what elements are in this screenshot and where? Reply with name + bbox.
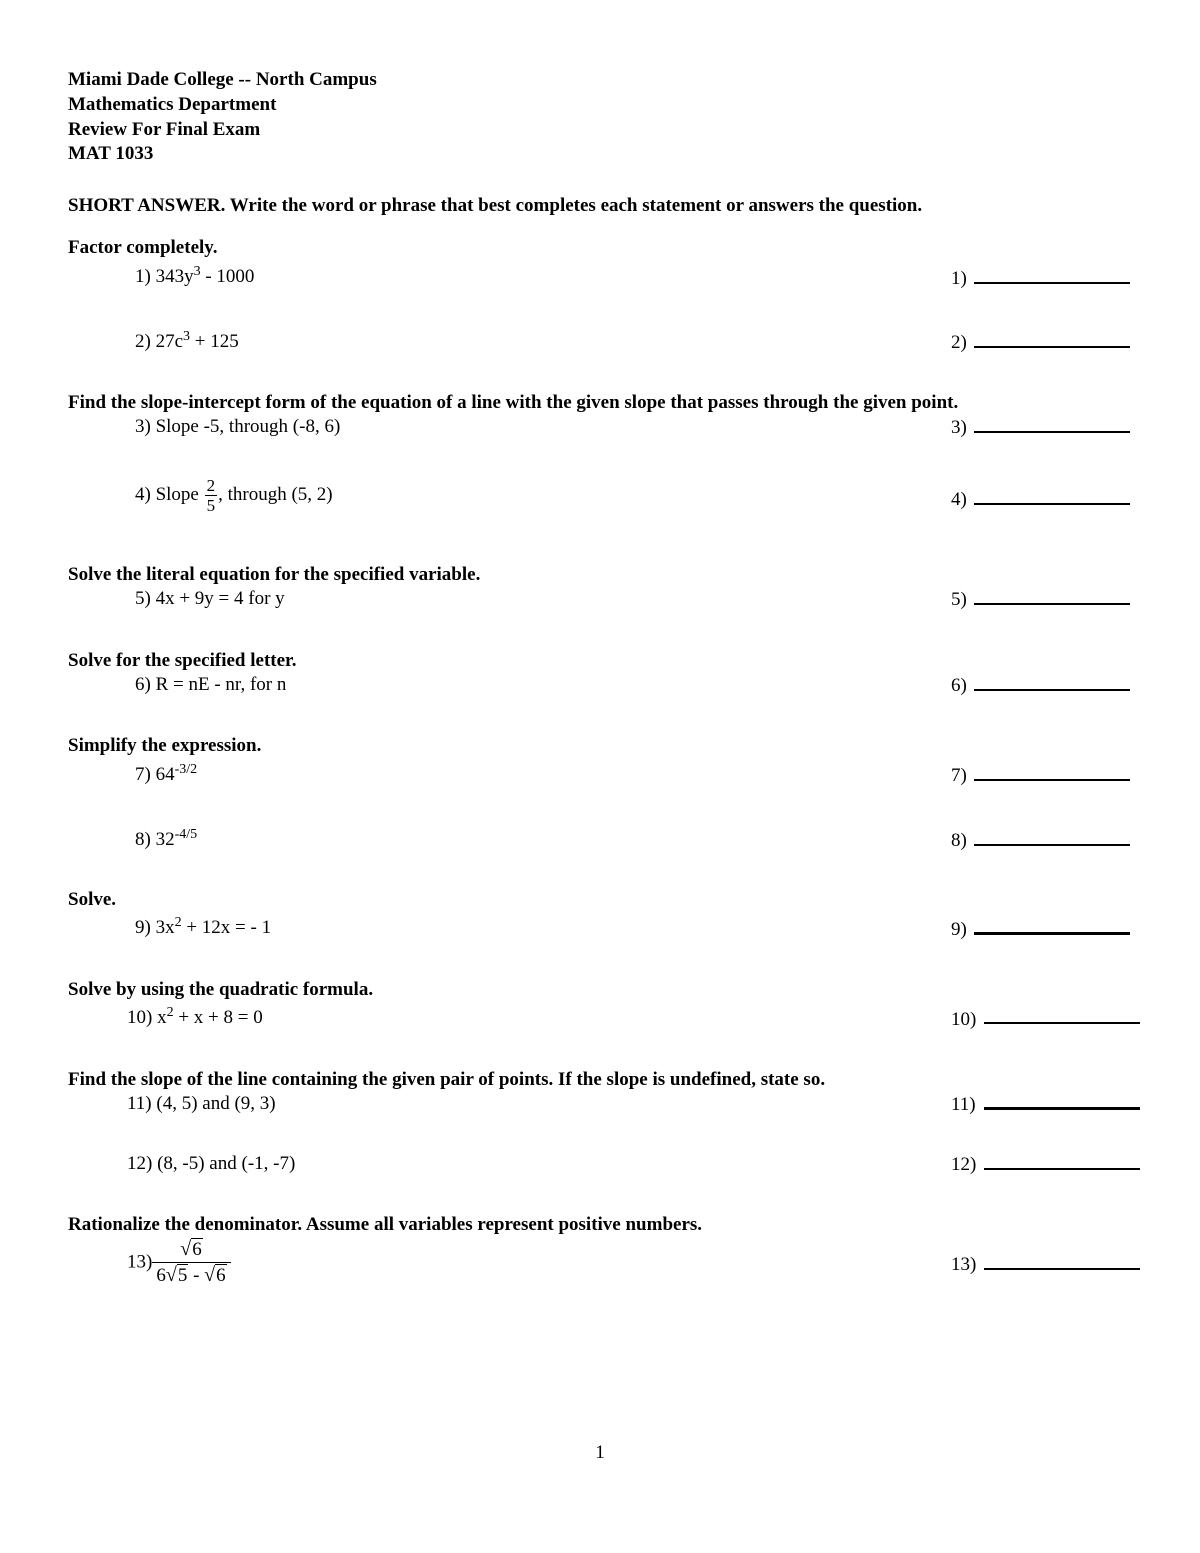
problem-7: 7) $64^{-3/2}$ bbox=[135, 762, 198, 785]
answer-label-3: 3) bbox=[951, 417, 967, 438]
problem-13: 13) $\frac{√6}{6√5 - √6}$ bbox=[127, 1237, 231, 1288]
answer-blank-2[interactable] bbox=[974, 346, 1130, 348]
header-exam-title: Review For Final Exam bbox=[68, 119, 261, 140]
header-college: Miami Dade College -- North Campus bbox=[68, 69, 377, 90]
answer-label-2: 2) bbox=[951, 332, 967, 353]
header-course: MAT 1033 bbox=[68, 143, 154, 164]
answer-label-8: 8) bbox=[951, 830, 967, 851]
answer-blank-3[interactable] bbox=[974, 431, 1130, 433]
answer-blank-13[interactable] bbox=[984, 1268, 1140, 1270]
answer-label-9: 9) bbox=[951, 919, 967, 940]
section-factor-heading: Factor completely. bbox=[68, 237, 218, 258]
answer-blank-9[interactable] bbox=[974, 932, 1130, 935]
sqrt-numerator: √6 bbox=[180, 1238, 202, 1260]
answer-blank-12[interactable] bbox=[984, 1168, 1140, 1170]
answer-label-12: 12) bbox=[951, 1154, 977, 1175]
problem-8: 8) $32^{-4/5}$ bbox=[135, 827, 198, 850]
answer-label-4: 4) bbox=[951, 489, 967, 510]
section-rationalize-heading: Rationalize the denominator. Assume all variables represent positive numbers. bbox=[68, 1214, 703, 1235]
answer-blank-8[interactable] bbox=[974, 844, 1130, 846]
answer-blank-4[interactable] bbox=[974, 503, 1130, 505]
answer-blank-6[interactable] bbox=[974, 689, 1130, 691]
problem-3: 3) Slope -5, through (-8, 6) bbox=[135, 416, 341, 437]
section-slope-points-heading: Find the slope of the line containing the given pair of points. If the slope is undefined, state so. bbox=[68, 1069, 826, 1090]
instructions: SHORT ANSWER. Write the word or phrase that best completes each statement or answers the question. bbox=[68, 195, 923, 216]
answer-label-6: 6) bbox=[951, 675, 967, 696]
answer-label-1: 1) bbox=[951, 268, 967, 289]
problem-1: 1) $343y^3 - 1000$ bbox=[135, 264, 255, 287]
page-number: 1 bbox=[595, 1442, 605, 1463]
answer-blank-10[interactable] bbox=[984, 1022, 1140, 1024]
answer-label-11: 11) bbox=[951, 1094, 976, 1115]
problem-9: 9) $3x^2 + 12x$ = - 1 bbox=[135, 915, 272, 938]
section-specified-letter-heading: Solve for the specified letter. bbox=[68, 650, 297, 671]
problem-10: 10) $x^2 + x + 8 = 0$ bbox=[127, 1005, 263, 1028]
section-simplify-heading: Simplify the expression. bbox=[68, 735, 262, 756]
section-literal-equation-heading: Solve the literal equation for the specified variable. bbox=[68, 564, 481, 585]
answer-label-5: 5) bbox=[951, 589, 967, 610]
section-solve-heading: Solve. bbox=[68, 889, 117, 910]
answer-blank-1[interactable] bbox=[974, 282, 1130, 284]
sqrt-six: √6 bbox=[204, 1264, 226, 1286]
problem-12: 12) (8, -5) and (-1, -7) bbox=[127, 1153, 296, 1174]
problem-2: 2) $27c^3 + 125$ bbox=[135, 329, 239, 352]
problem-6: 6) R = nE - nr, for n bbox=[135, 674, 287, 695]
answer-label-7: 7) bbox=[951, 765, 967, 786]
answer-blank-7[interactable] bbox=[974, 779, 1130, 781]
fraction-two-fifths: $\frac{2}{5}$ bbox=[206, 476, 216, 515]
answer-blank-5[interactable] bbox=[974, 603, 1130, 605]
problem-5: 5) 4x + 9y = 4 for y bbox=[135, 588, 285, 609]
answer-blank-11[interactable] bbox=[984, 1107, 1140, 1110]
answer-label-10: 10) bbox=[951, 1009, 977, 1030]
problem-4: 4) Slope $\frac{2}{5}$ , through (5, 2) bbox=[135, 476, 333, 515]
problem-11: 11) (4, 5) and (9, 3) bbox=[127, 1093, 276, 1114]
answer-label-13: 13) bbox=[951, 1254, 977, 1275]
section-quadratic-formula-heading: Solve by using the quadratic formula. bbox=[68, 979, 374, 1000]
radical-fraction: $\frac{√6}{6√5 - √6}$ bbox=[152, 1237, 230, 1288]
section-slope-intercept-heading: Find the slope-intercept form of the equation of a line with the given slope that passes through the given point. bbox=[68, 392, 959, 413]
header-department: Mathematics Department bbox=[68, 94, 277, 115]
sqrt-five: √5 bbox=[165, 1264, 188, 1286]
